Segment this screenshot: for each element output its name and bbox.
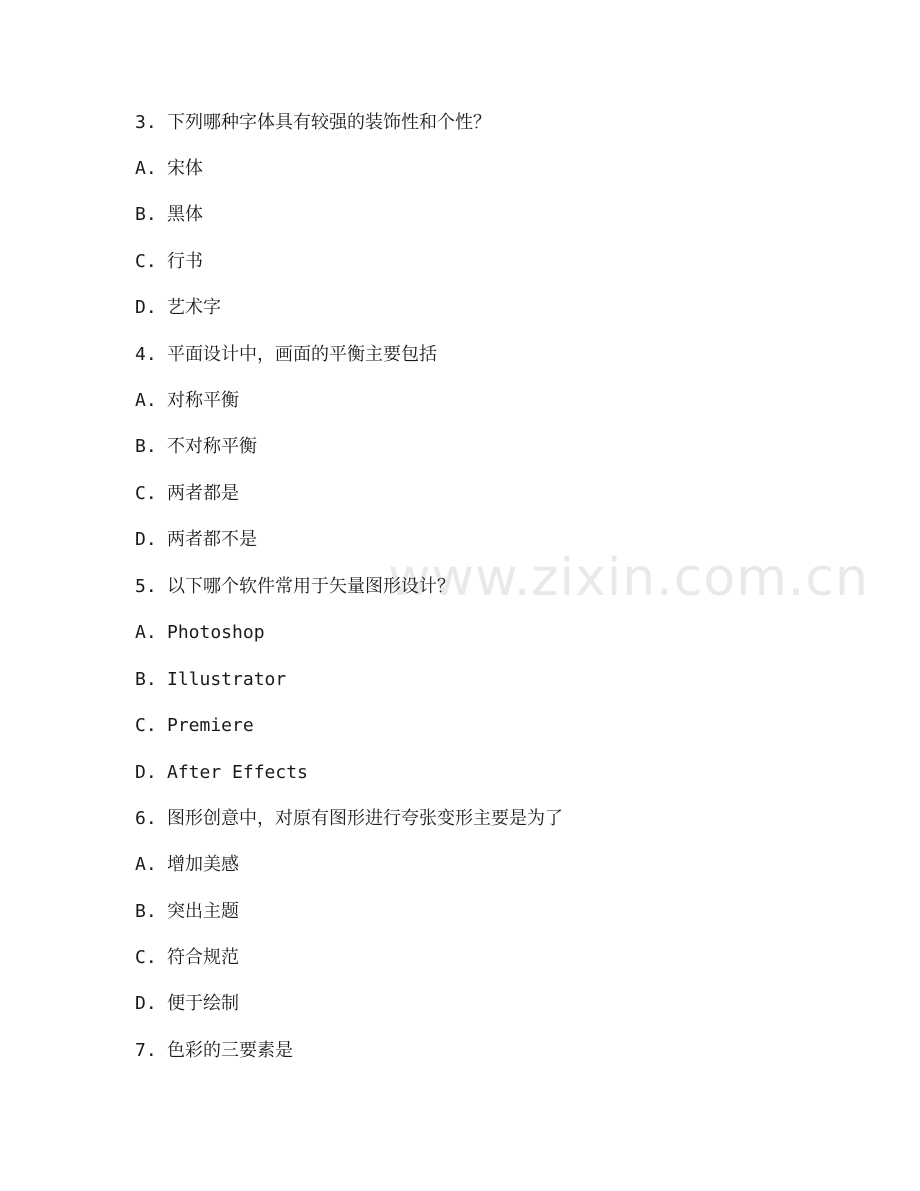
question-3 [135,110,491,136]
option-5b [135,667,286,693]
option-text: 增加美感 [167,854,239,875]
option-label: C. [135,715,157,736]
option-4a [135,388,239,414]
option-label: C. [135,947,157,968]
question-text: 色彩的三要素是 [167,1040,293,1061]
option-text: 黑体 [167,204,203,225]
option-3b [135,202,203,228]
question-number: 5. [135,576,157,597]
option-6d [135,991,239,1017]
question-text: 下列哪种字体具有较强的装饰性和个性？ [167,112,491,133]
option-5a [135,620,265,646]
option-text: 符合规范 [167,947,239,968]
option-4d [135,527,257,553]
question-number: 6. [135,808,157,829]
option-3d [135,295,221,321]
option-text: 两者都是 [167,483,239,504]
option-label: A. [135,622,157,643]
option-6c [135,945,239,971]
option-text: 艺术字 [167,297,221,318]
option-text: 两者都不是 [167,529,257,550]
option-text: 不对称平衡 [167,436,257,457]
question-text: 平面设计中，画面的平衡主要包括 [167,344,437,365]
option-label: A. [135,390,157,411]
question-number: 7. [135,1040,157,1061]
option-text: 行书 [167,251,203,272]
option-text: 突出主题 [167,901,239,922]
option-5c [135,713,254,739]
option-text: After Effects [167,762,308,783]
option-label: B. [135,436,157,457]
question-5 [135,574,455,600]
option-text: 宋体 [167,158,203,179]
option-label: D. [135,993,157,1014]
option-5d [135,760,308,786]
option-6b [135,899,239,925]
question-number: 3. [135,112,157,133]
option-label: C. [135,251,157,272]
question-text: 图形创意中，对原有图形进行夸张变形主要是为了 [167,808,563,829]
option-text: 便于绘制 [167,993,239,1014]
option-label: C. [135,483,157,504]
option-label: B. [135,204,157,225]
question-number: 4. [135,344,157,365]
option-text: Illustrator [167,669,287,690]
option-label: B. [135,901,157,922]
question-4 [135,342,437,368]
question-6 [135,806,563,832]
question-text: 以下哪个软件常用于矢量图形设计？ [167,576,455,597]
option-label: B. [135,669,157,690]
option-label: D. [135,762,157,783]
option-label: D. [135,297,157,318]
option-label: D. [135,529,157,550]
option-text: Photoshop [167,622,265,643]
question-7 [135,1038,293,1064]
option-4b [135,434,257,460]
option-label: A. [135,158,157,179]
option-label: A. [135,854,157,875]
option-4c [135,481,239,507]
option-6a [135,852,239,878]
option-text: 对称平衡 [167,390,239,411]
option-text: Premiere [167,715,254,736]
option-3a [135,156,203,182]
watermark: www.zixin.com.cn [388,548,869,608]
option-3c [135,249,203,275]
